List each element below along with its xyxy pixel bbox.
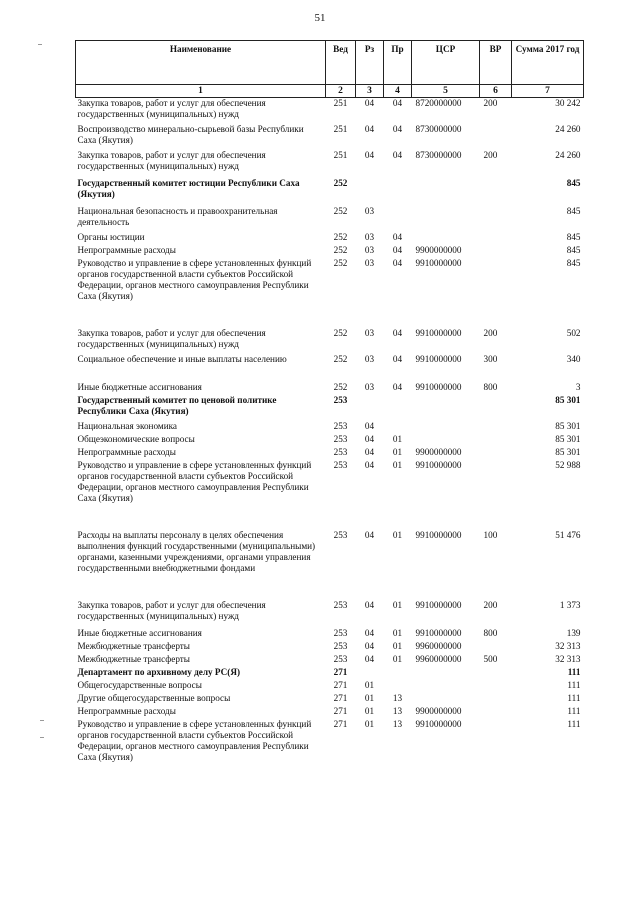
- row-name: Иные бюджетные ассигнования: [77, 627, 202, 638]
- row-name: Непрограммные расходы: [77, 705, 176, 716]
- row-sum: 32 313: [555, 653, 581, 664]
- row-ved: 253: [333, 529, 348, 540]
- row-ved: 252: [333, 231, 348, 242]
- row-ved: 271: [333, 718, 348, 729]
- table-row: [76, 667, 584, 680]
- scan-mark: [40, 737, 44, 738]
- row-name: Государственный комитет юстиции Республики Саха (Якутия): [77, 177, 300, 199]
- row-csr: 9910000000: [415, 327, 462, 338]
- row-csr: [412, 680, 480, 693]
- row-ved: 251: [333, 123, 348, 134]
- row-rz: 03: [364, 244, 375, 255]
- row-vr: 200: [483, 98, 498, 108]
- row-vr: 500: [483, 653, 498, 664]
- row-sum: 845: [566, 177, 581, 188]
- col-number: 2: [326, 85, 356, 98]
- row-sum: 85 301: [555, 446, 581, 457]
- row-vr: [480, 232, 512, 245]
- row-pr: [384, 395, 412, 421]
- table-row: [76, 654, 584, 667]
- row-ved: 253: [333, 653, 348, 664]
- row-name: Закупка товаров, работ и услуг для обеспечения государственных (муниципальных) нужд: [77, 98, 266, 119]
- row-vr: 100: [483, 529, 498, 540]
- row-sum: 30 242: [555, 98, 581, 108]
- row-sum: 502: [566, 327, 581, 338]
- table-row: [76, 178, 584, 206]
- row-rz: 04: [364, 123, 375, 134]
- row-vr: [480, 258, 512, 328]
- row-sum: 845: [566, 257, 581, 268]
- row-name: Непрограммные расходы: [77, 446, 176, 457]
- row-ved: 271: [333, 692, 348, 703]
- row-pr: 01: [392, 653, 403, 664]
- row-name: Общеэкономические вопросы: [77, 433, 195, 444]
- row-sum: 24 260: [555, 149, 581, 160]
- scan-mark: [40, 720, 44, 721]
- row-sum: 111: [567, 705, 581, 716]
- row-pr: 01: [392, 529, 403, 540]
- row-name: Воспроизводство минерально-сырьевой базы Республики Саха (Якутия): [77, 123, 304, 145]
- row-rz: 01: [364, 705, 375, 716]
- table-row: [76, 641, 584, 654]
- row-name: Руководство и управление в сфере установленных функций органов государственной власти субъектов Российской Федерации, органов местного самоуправления Республики Саха (Якутия): [77, 718, 312, 762]
- row-name: Департамент по архивному делу РС(Я): [77, 666, 241, 677]
- row-vr: 200: [483, 599, 498, 610]
- row-sum: 845: [566, 205, 581, 216]
- row-csr: 9910000000: [415, 599, 462, 610]
- row-csr: [412, 232, 480, 245]
- row-name: Межбюджетные трансферты: [77, 653, 190, 664]
- table-row: [76, 434, 584, 447]
- page-number: 51: [314, 12, 326, 24]
- row-pr: [384, 667, 412, 680]
- table-row: [76, 98, 584, 124]
- row-name: Руководство и управление в сфере установленных функций органов государственной власти субъектов Российской Федерации, органов местного самоуправления Республики Саха (Якутия): [77, 257, 312, 301]
- row-pr: 04: [392, 231, 403, 242]
- row-rz: 04: [364, 446, 375, 457]
- row-pr: 01: [392, 459, 403, 470]
- header-sum: Сумма 2017 год: [512, 41, 584, 85]
- row-pr: 04: [392, 244, 403, 255]
- row-ved: 271: [333, 705, 348, 716]
- budget-table: [75, 40, 584, 769]
- row-pr: 04: [392, 327, 403, 338]
- table-row: [76, 206, 584, 232]
- row-csr: 9910000000: [415, 718, 462, 729]
- row-vr: [480, 206, 512, 232]
- row-rz: 04: [364, 459, 375, 470]
- row-csr: [412, 667, 480, 680]
- table-row: [76, 680, 584, 693]
- row-rz: [356, 667, 384, 680]
- row-pr: 01: [392, 446, 403, 457]
- row-sum: 845: [566, 244, 581, 255]
- row-csr: 9960000000: [415, 653, 462, 664]
- row-vr: [480, 667, 512, 680]
- row-name: Иные бюджетные ассигнования: [77, 381, 202, 392]
- row-pr: 13: [392, 718, 403, 729]
- row-ved: 252: [333, 244, 348, 255]
- row-csr: 9910000000: [415, 627, 462, 638]
- row-name: Закупка товаров, работ и услуг для обеспечения государственных (муниципальных) нужд: [77, 327, 266, 349]
- row-vr: [480, 693, 512, 706]
- row-vr: [480, 245, 512, 258]
- row-ved: 252: [333, 205, 348, 216]
- row-pr: [384, 421, 412, 434]
- row-pr: [384, 178, 412, 206]
- row-vr: [480, 706, 512, 719]
- row-vr: [480, 447, 512, 460]
- row-name: Общегосударственные вопросы: [77, 679, 202, 690]
- row-sum: 111: [567, 666, 581, 677]
- col-number: 5: [412, 85, 480, 98]
- row-pr: 04: [392, 353, 403, 364]
- row-csr: 9960000000: [415, 640, 462, 651]
- row-name: Национальная безопасность и правоохранительная деятельность: [77, 205, 278, 227]
- table-row: [76, 600, 584, 628]
- scan-mark: [38, 44, 42, 45]
- row-name: Государственный комитет по ценовой политике Республики Саха (Якутия): [77, 394, 277, 416]
- row-pr: [384, 680, 412, 693]
- table-row: [76, 706, 584, 719]
- row-csr: 9910000000: [415, 529, 462, 540]
- row-rz: 04: [364, 98, 375, 108]
- row-pr: 01: [392, 433, 403, 444]
- row-ved: 252: [333, 257, 348, 268]
- table-row: [76, 124, 584, 150]
- table-row: [76, 258, 584, 328]
- row-name: Расходы на выплаты персоналу в целях обеспечения выполнения функций государственными (муниципальными) органами, казенными учреждениями, органами управления государственными внебюджетными фондами: [77, 529, 316, 573]
- row-rz: 03: [364, 327, 375, 338]
- row-rz: 04: [364, 529, 375, 540]
- row-vr: [480, 178, 512, 206]
- header-ved: Вед: [326, 41, 356, 85]
- row-csr: [412, 421, 480, 434]
- col-number: 3: [356, 85, 384, 98]
- row-csr: 9910000000: [415, 459, 462, 470]
- row-pr: 04: [392, 381, 403, 392]
- header-vr: ВР: [480, 41, 512, 85]
- row-ved: 252: [333, 353, 348, 364]
- row-csr: 8730000000: [415, 123, 462, 134]
- table-row: [76, 693, 584, 706]
- row-rz: 03: [364, 381, 375, 392]
- header-name: Наименование: [76, 41, 326, 85]
- table-row: [76, 530, 584, 600]
- row-csr: 8730000000: [415, 149, 462, 160]
- row-sum: 139: [566, 627, 581, 638]
- row-sum: 85 301: [555, 433, 581, 444]
- row-vr: [480, 421, 512, 434]
- row-vr: [480, 719, 512, 769]
- row-vr: 300: [483, 353, 498, 364]
- table-row: [76, 150, 584, 178]
- row-sum: 24 260: [555, 123, 581, 134]
- row-ved: 253: [333, 420, 348, 431]
- row-csr: 8720000000: [415, 98, 462, 108]
- row-rz: 04: [364, 149, 375, 160]
- table-row: [76, 245, 584, 258]
- table-row: [76, 354, 584, 382]
- row-vr: 200: [483, 149, 498, 160]
- row-vr: 800: [483, 381, 498, 392]
- row-name: Органы юстиции: [77, 231, 145, 242]
- row-name: Национальная экономика: [77, 420, 178, 431]
- row-sum: 3: [575, 381, 581, 392]
- table-row: [76, 382, 584, 395]
- col-number: 1: [76, 85, 326, 98]
- row-vr: 800: [483, 627, 498, 638]
- table-row: [76, 628, 584, 641]
- row-csr: [412, 206, 480, 232]
- row-pr: 04: [392, 123, 403, 134]
- row-pr: 04: [392, 257, 403, 268]
- row-pr: 04: [392, 149, 403, 160]
- row-ved: 253: [333, 433, 348, 444]
- row-sum: 111: [567, 692, 581, 703]
- table-row: [76, 421, 584, 434]
- row-vr: [480, 460, 512, 530]
- row-csr: [412, 434, 480, 447]
- row-rz: [356, 395, 384, 421]
- row-sum: 52 988: [555, 459, 581, 470]
- row-sum: 340: [566, 353, 581, 364]
- row-vr: 200: [483, 327, 498, 338]
- row-csr: 9910000000: [415, 353, 462, 364]
- row-ved: 252: [333, 177, 348, 188]
- row-pr: 13: [392, 692, 403, 703]
- row-ved: 251: [333, 98, 348, 108]
- row-rz: 04: [364, 433, 375, 444]
- row-vr: [480, 641, 512, 654]
- row-ved: 253: [333, 394, 348, 405]
- row-name: Закупка товаров, работ и услуг для обеспечения государственных (муниципальных) нужд: [77, 149, 266, 171]
- table-row: [76, 395, 584, 421]
- row-ved: 253: [333, 446, 348, 457]
- row-pr: 01: [392, 599, 403, 610]
- row-sum: 111: [567, 718, 581, 729]
- row-sum: 32 313: [555, 640, 581, 651]
- row-ved: 271: [333, 666, 348, 677]
- row-vr: [480, 124, 512, 150]
- row-csr: 9900000000: [415, 705, 462, 716]
- row-csr: 9900000000: [415, 244, 462, 255]
- row-rz: 04: [364, 420, 375, 431]
- row-pr: 13: [392, 705, 403, 716]
- row-rz: 01: [364, 679, 375, 690]
- row-name: Непрограммные расходы: [77, 244, 176, 255]
- row-rz: [356, 178, 384, 206]
- row-name: Руководство и управление в сфере установленных функций органов государственной власти субъектов Российской Федерации, органов местного самоуправления Республики Саха (Якутия): [77, 459, 312, 503]
- col-number: 7: [512, 85, 584, 98]
- row-vr: [480, 680, 512, 693]
- row-csr: [412, 395, 480, 421]
- row-rz: 04: [364, 640, 375, 651]
- row-name: Социальное обеспечение и иные выплаты населению: [77, 353, 287, 364]
- row-ved: 252: [333, 327, 348, 338]
- row-name: Закупка товаров, работ и услуг для обеспечения государственных (муниципальных) нужд: [77, 599, 266, 621]
- row-sum: 1 373: [559, 599, 581, 610]
- row-csr: 9910000000: [415, 257, 462, 268]
- row-rz: 01: [364, 718, 375, 729]
- row-pr: 04: [392, 98, 403, 108]
- row-sum: 111: [567, 679, 581, 690]
- row-rz: 04: [364, 627, 375, 638]
- row-name: Межбюджетные трансферты: [77, 640, 190, 651]
- row-csr: [412, 178, 480, 206]
- row-ved: 252: [333, 381, 348, 392]
- row-csr: 9910000000: [415, 381, 462, 392]
- table-row: [76, 460, 584, 530]
- row-sum: 85 301: [555, 394, 581, 405]
- row-pr: 01: [392, 640, 403, 651]
- row-vr: [480, 434, 512, 447]
- row-ved: 253: [333, 459, 348, 470]
- row-ved: 253: [333, 640, 348, 651]
- row-rz: 04: [364, 653, 375, 664]
- row-rz: 03: [364, 205, 375, 216]
- table-header: [76, 41, 584, 98]
- header-csr: ЦСР: [412, 41, 480, 85]
- table-body: [76, 98, 584, 769]
- row-sum: 85 301: [555, 420, 581, 431]
- table-row: [76, 447, 584, 460]
- row-rz: 03: [364, 257, 375, 268]
- row-vr: [480, 395, 512, 421]
- row-name: Другие общегосударственные вопросы: [77, 692, 231, 703]
- row-rz: 03: [364, 231, 375, 242]
- row-rz: 01: [364, 692, 375, 703]
- row-sum: 51 476: [555, 529, 581, 540]
- table-row: [76, 232, 584, 245]
- table-row: [76, 328, 584, 354]
- row-ved: 253: [333, 627, 348, 638]
- table-row: [76, 719, 584, 769]
- header-pr: Пр: [384, 41, 412, 85]
- row-sum: 845: [566, 231, 581, 242]
- row-rz: 04: [364, 599, 375, 610]
- header-rz: Рз: [356, 41, 384, 85]
- row-pr: [384, 206, 412, 232]
- row-rz: 03: [364, 353, 375, 364]
- col-number: 4: [384, 85, 412, 98]
- col-number: 6: [480, 85, 512, 98]
- row-ved: 253: [333, 599, 348, 610]
- row-ved: 251: [333, 149, 348, 160]
- row-pr: 01: [392, 627, 403, 638]
- row-csr: [412, 693, 480, 706]
- row-csr: 9900000000: [415, 446, 462, 457]
- row-ved: 271: [333, 679, 348, 690]
